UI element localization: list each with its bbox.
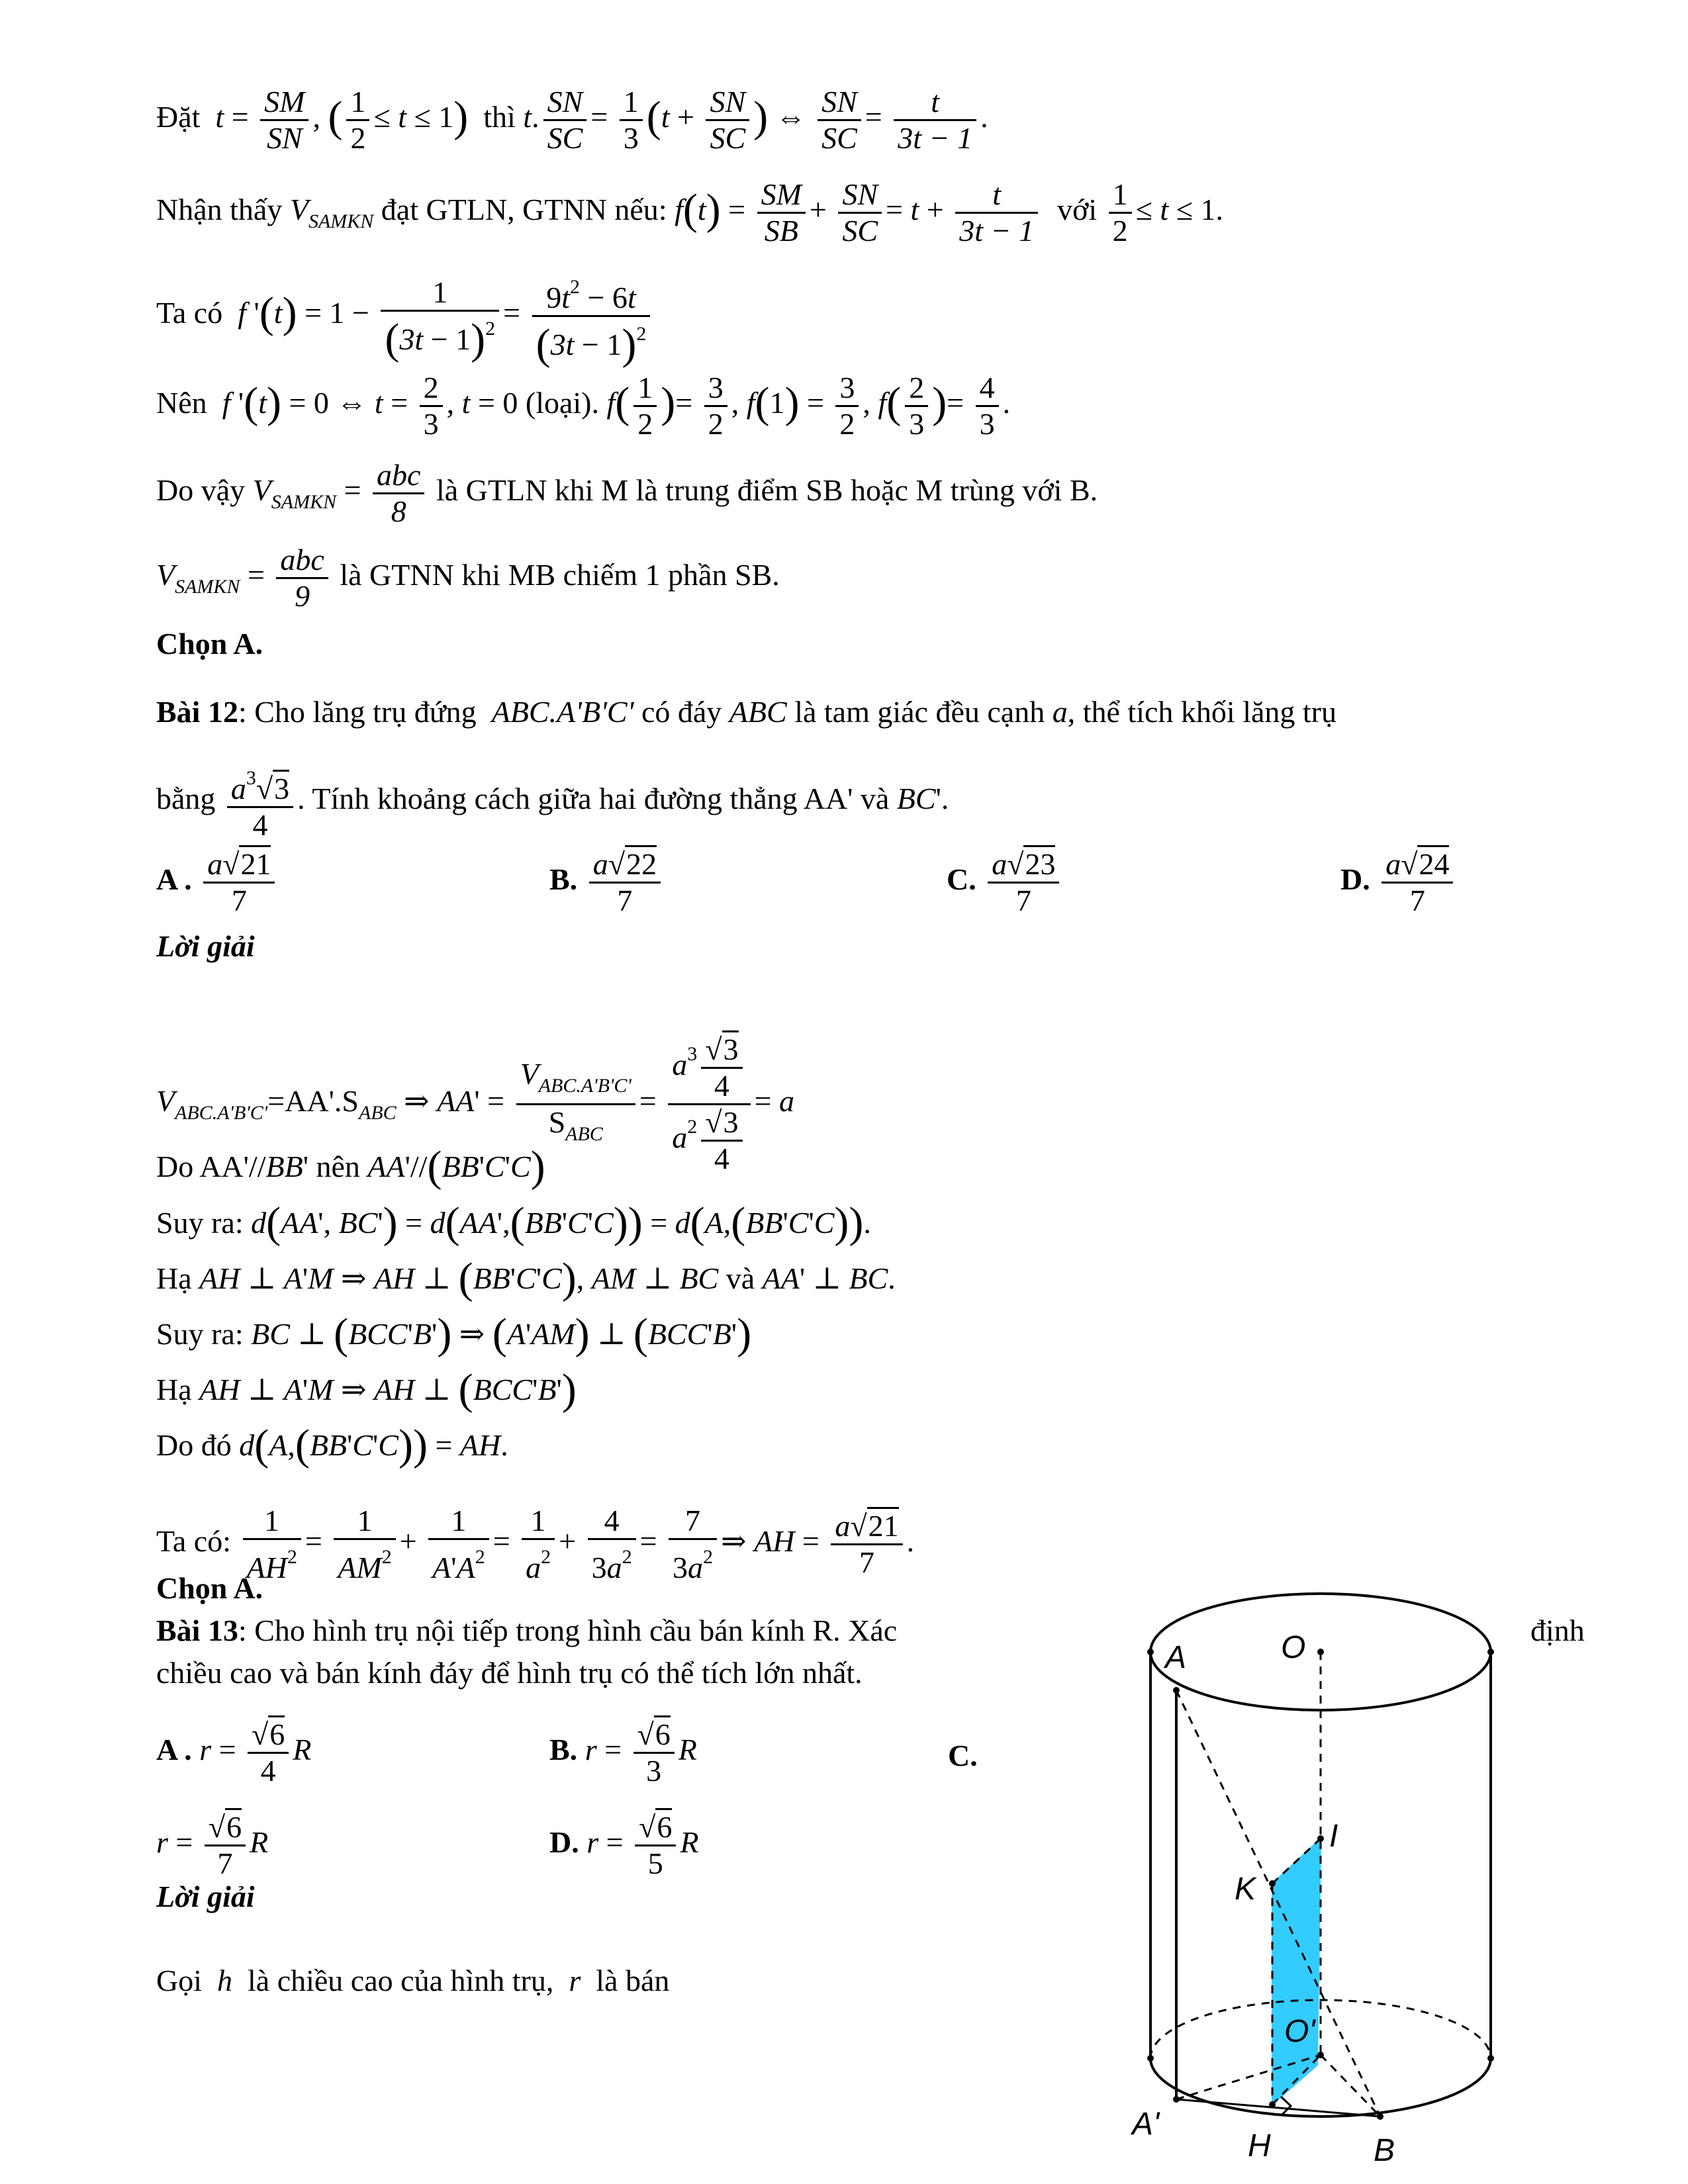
line-nen: Nên f '(t) = 0 ⇔ t = $\frac{2}{3}$ , t = 0 (loại). f( $\frac{1}{2}$ )= $\frac{3}{2}$ , f(1) = $\frac{3}{2}$ , f( $\frac{2}{3}$ )= $\frac{4}{3}$ . (156, 371, 1011, 441)
last-line: Gọi h là chiều cao của hình trụ, r là bán (156, 1964, 670, 1997)
option-c-label: C. (947, 862, 976, 897)
bai13-option-a: A . r = $\frac{√6}{4}$ R (156, 1717, 311, 1788)
point-o (1317, 1649, 1324, 1655)
bai13-line2: chiều cao và bán kính đáy để hình trụ có thể tích lớn nhất. (156, 1656, 863, 1690)
sol2-do: Do (156, 1150, 194, 1183)
chon-a-1: Chọn A. (156, 627, 263, 660)
bottom-ellipse-front (1150, 2058, 1491, 2116)
label-o: O (1281, 1630, 1306, 1665)
segment-o-prime-b (1321, 2055, 1380, 2116)
bai12-text5: . Tính khoảng cách giữa hai đường thẳng (297, 782, 798, 816)
text-voi: với (1057, 193, 1098, 227)
sol5-suy-ra: Suy ra: (156, 1317, 244, 1351)
text-nhan-thay: Nhận thấy (156, 193, 283, 227)
bai12-text2: có đáy (641, 695, 722, 729)
text-nen: Nên (156, 386, 207, 420)
label-i: I (1329, 1819, 1338, 1854)
chon-a-2: Chọn A. (156, 1571, 263, 1605)
option-a-label: A . (156, 862, 192, 897)
last-ban: là bán (596, 1964, 670, 1997)
point-k (1269, 1880, 1276, 1887)
option-b-label: B. (549, 862, 578, 897)
label-b: B (1374, 2133, 1395, 2168)
loi-giai-1: Lời giải (156, 929, 255, 963)
label-k: K (1235, 1872, 1256, 1907)
right-angle-mark (1281, 2097, 1291, 2115)
label-a-prime: A' (1132, 2107, 1160, 2142)
sol-line-8: Ta có: $\frac{1}{AH^2}$ = $\frac{1}{AM^2}$ + $\frac{1}{A'A^2}$ = $\frac{1}{a^2}$ + $\frac{4}{3a^2}$ = $\frac{7}{3a^2}$ ⇒ AH = $\frac{a√21}{7}$ . (156, 1504, 915, 1584)
bai12-text4: thể tích khối lăng trụ (1082, 695, 1336, 729)
sol-volume-line: $V_{ABC.A'B'C'}=AA'.S_{ABC}$ ⇒ AA' = $\frac{V_{ABC.A'B'C'}}{S_{ABC}}$ = $a^3$ $\frac{√3}{4}$ $a^2$ $\frac{√3}{4}$ = a (156, 1032, 794, 1176)
last-goi: Gọi (156, 1964, 202, 1997)
text-gtnn: là GTNN khi MB chiếm 1 phần SB. (340, 558, 780, 592)
text-dat-gtln: đạt GTLN, GTNN nếu: (381, 193, 667, 227)
text-do-vay: Do vậy (156, 473, 246, 508)
bai13-label: Bài 13 (156, 1614, 238, 1647)
label-h: H (1248, 2128, 1271, 2163)
bai12-option-d: D. $\frac{a√24}{7}$ (1340, 847, 1457, 918)
line-gtnn: $V_{SAMKN}$ = $\frac{\text{abc}}{9}$ là GTNN khi MB chiếm 1 phần SB. (156, 543, 780, 613)
line-dat-t: Đặt t = $\frac{SM}{SN}$ , ( $\frac{1}{2}$ ≤ t ≤ 1) thì t. $\frac{SN}{SC}$ = $\frac{1}{3}$ (t + $\frac{SN}{SC}$ ) ⇔ $\frac{SN}{SC}$ = $\frac{t}{3t - 1}$ . (156, 85, 988, 155)
sol-line-3: Suy ra: d(AA', BC') = d(AA',(BB'C'C)) = d(A,(BB'C'C)). (156, 1199, 871, 1247)
option-d-label: D. (1340, 862, 1370, 897)
last-text: là chiều cao của hình trụ, (248, 1964, 554, 1997)
point-h (1269, 2101, 1276, 2108)
point-left-bottom (1147, 2055, 1154, 2062)
bai13-option-c-value: r = $\frac{√6}{7}$ R (156, 1810, 268, 1881)
point-right-top (1487, 1649, 1494, 1655)
text-dat: Đặt (156, 100, 201, 134)
bai12-text1: : Cho lăng trụ đứng (238, 695, 477, 729)
point-b (1377, 2113, 1383, 2120)
bai12-option-b: B. $\frac{a√22}{7}$ (549, 847, 665, 918)
point-i (1317, 1835, 1324, 1842)
point-left-top (1147, 1649, 1154, 1655)
point-a-prime (1173, 2096, 1180, 2103)
point-right-bottom (1487, 2055, 1494, 2062)
bai13-option-b-label: B. (549, 1733, 578, 1767)
sol-line-4: Hạ AH ⊥ A'M ⇒ AH ⊥ (BB'C'C), AM ⊥ BC và AA' ⊥ BC. (156, 1254, 896, 1302)
sol-line-7: Do đó d(A,(BB'C'C)) = AH. (156, 1421, 508, 1469)
sol7-do-do: Do đó (156, 1428, 232, 1462)
sol-line-6: Hạ AH ⊥ A'M ⇒ AH ⊥ (BCC'B') (156, 1365, 577, 1414)
bai12-bang: bằng (156, 782, 216, 816)
bai13-dinh: định (1530, 1614, 1585, 1647)
bai12-label: Bài 12 (156, 695, 238, 729)
bai13-text1: : Cho hình trụ nội tiếp trong hình cầu bán kính R. Xác (238, 1614, 898, 1647)
bai12-option-c: C. $\frac{a√23}{7}$ (947, 847, 1063, 918)
sol-line-5: Suy ra: BC ⊥ (BCC'B') ⇒ (A'AM) ⊥ (BCC'B') (156, 1310, 752, 1358)
sol6-ha: Hạ (156, 1373, 192, 1406)
line-do-vay: Do vậy $V_{SAMKN}$ = $\frac{\text{abc}}{8}$ là GTLN khi M là trung điểm SB hoặc M trùng với B. (156, 458, 1098, 528)
text-thi: thì (483, 100, 516, 134)
bai13-option-a-label: A . (156, 1733, 192, 1767)
point-o-prime (1317, 2052, 1324, 2058)
bai13-option-c: C. (948, 1739, 978, 1772)
sol4-ha: Hạ (156, 1261, 192, 1295)
label-o-prime: O' (1284, 2014, 1315, 2049)
bai12-text3: là tam giác đều cạnh (794, 695, 1045, 729)
bai13-option-d-label: D. (549, 1825, 579, 1860)
sol3-suy-ra: Suy ra: (156, 1206, 244, 1240)
text-loai: (loại). (525, 386, 600, 420)
sol-line-2: Do AA'//BB' nên AA'//(BB'C'C) (156, 1142, 545, 1191)
text-gtln: là GTLN khi M là trung điểm SB hoặc M trùng với B. (436, 473, 1098, 508)
loi-giai-2: Lời giải (156, 1880, 255, 1913)
bai13-option-b: B. r = $\frac{√6}{3}$ R (549, 1717, 697, 1788)
sol8-ta-co: Ta có: (156, 1524, 232, 1559)
sol4-va: và (726, 1261, 755, 1295)
sol2-nen: nên (316, 1150, 360, 1183)
bai12-option-a: A . $\frac{a√21}{7}$ (156, 847, 279, 918)
bai13-option-d: D. r = $\frac{√6}{5}$ R (549, 1810, 698, 1881)
label-a: A (1165, 1640, 1187, 1675)
bai12-line2: bằng $\frac{a^3√3}{4}$ . Tính khoảng cách giữa hai đường thẳng AA' và BC'. (156, 761, 949, 842)
line-ta-co-derivative: Ta có f '(t) = 1 − $\frac{1}{(3t - 1)^2}$ = $\frac{9t^2 - 6t}{(3t - 1)^2}$ (156, 270, 654, 362)
bai12-va: và (860, 782, 890, 816)
sol1-text: =AA'.S (267, 1084, 359, 1118)
line-nhan-thay: Nhận thấy $V_{SAMKN}$ đạt GTLN, GTNN nếu: f(t) = $\frac{SM}{SB}$ + $\frac{SN}{SC}$ = t + $\frac{t}{3t - 1}$ với $\frac{1}{2}$ ≤ t ≤ 1. (156, 177, 1223, 248)
text-ta-co: Ta có (156, 296, 223, 330)
point-a (1173, 1687, 1180, 1694)
shaded-quad (1272, 1839, 1321, 2105)
bai12-line1: Bài 12: Cho lăng trụ đứng ABC.A'B'C' có đáy ABC là tam giác đều cạnh a, thể tích khối lăng trụ (156, 695, 1336, 729)
